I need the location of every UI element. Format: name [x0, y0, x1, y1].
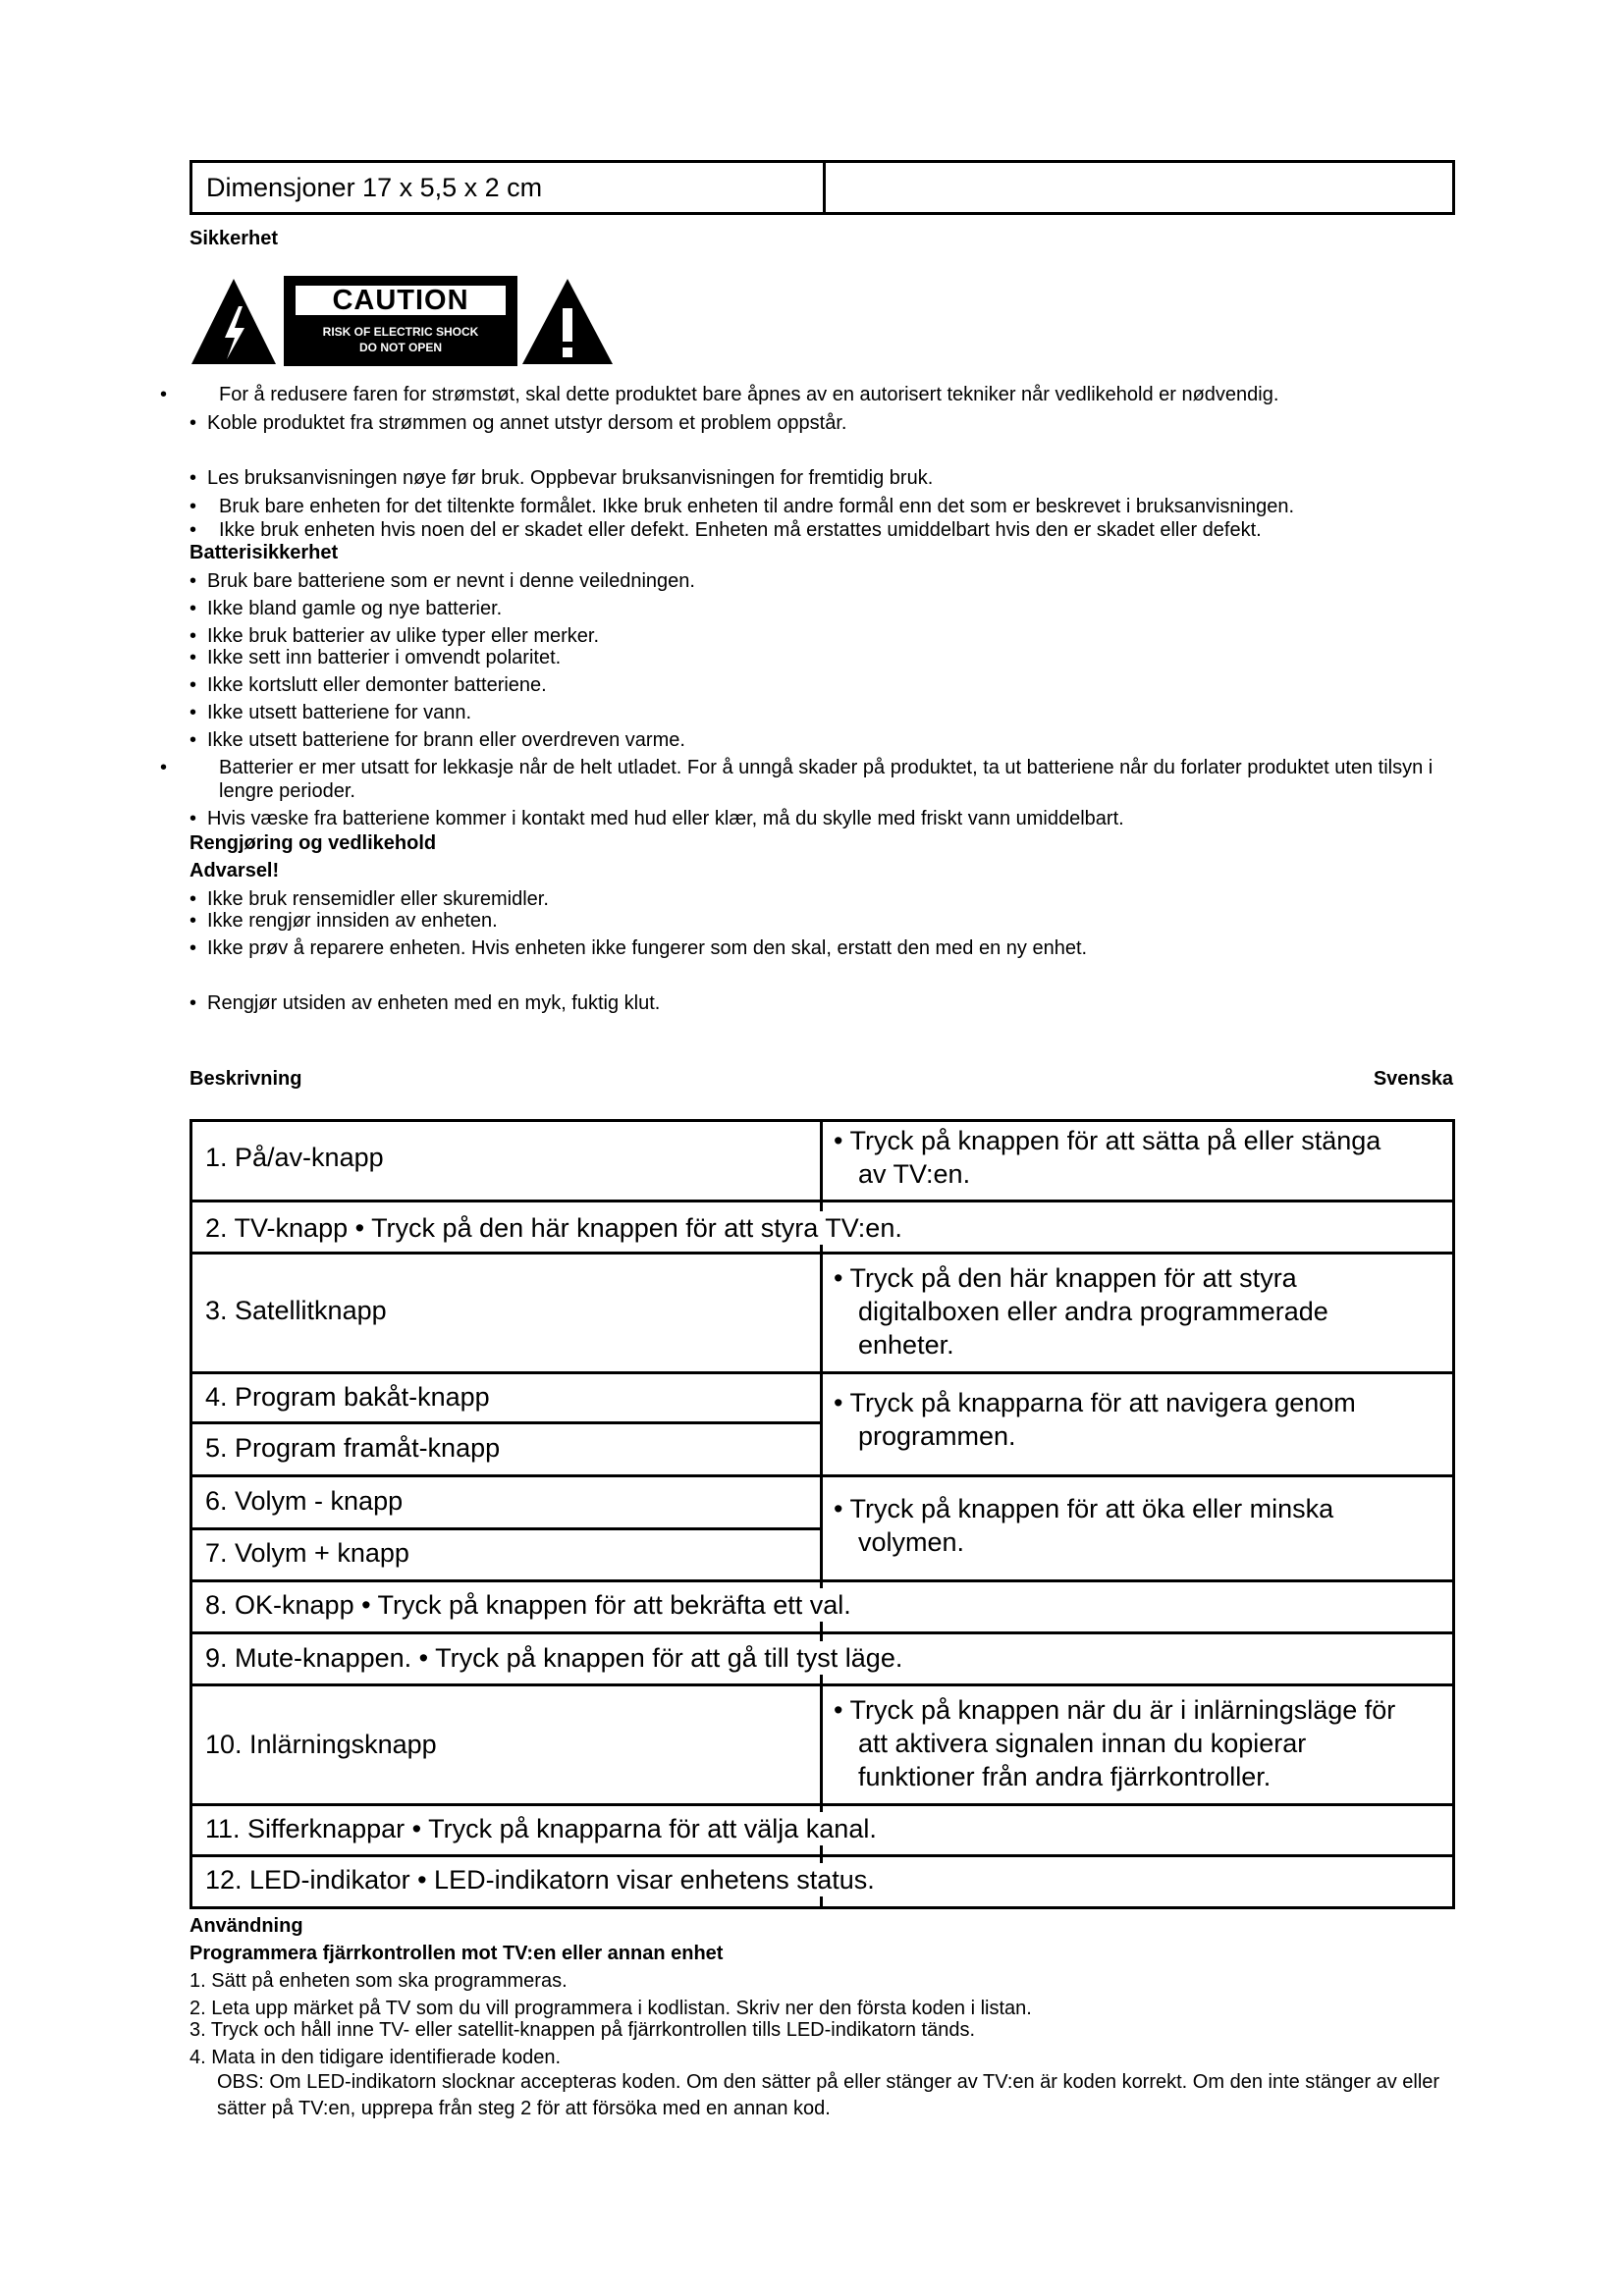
section-heading-beskrivning: Beskrivning [189, 1068, 302, 1090]
warning-exclamation-icon [520, 277, 615, 366]
list-item: • Ikke bland gamle og nye batterier. [189, 598, 503, 619]
list-item: • Ikke rengjør innsiden av enheten. [189, 910, 498, 932]
table-row-12: 12. LED-indikator • LED-indikatorn visar enhetens status. [205, 1865, 875, 1895]
caution-label [284, 276, 517, 366]
list-item: • Ikke sett inn batterier i omvendt polaritet. [189, 647, 562, 668]
list-item: • Ikke utsett batteriene for vann. [189, 702, 472, 723]
table-row-10-label: 10. Inlärningsknapp [205, 1730, 437, 1759]
list-item: • Ikke kortslutt eller demonter batteriene. [189, 674, 547, 696]
list-item: 3. Tryck och håll inne TV- eller satellit-knappen på fjärrkontrollen tills LED-indikatorn tänds. [189, 2019, 976, 2041]
table-row-7-label: 7. Volym + knapp [205, 1538, 409, 1568]
section-heading-rengjoring: Rengjøring og vedlikehold [189, 832, 437, 854]
list-item: • Hvis væske fra batteriene kommer i kontakt med hud eller klær, må du skylle med friskt vann umiddelbart. [189, 808, 1124, 829]
caution-line1: RISK OF ELECTRIC SHOCK [322, 325, 479, 339]
caution-line2: DO NOT OPEN [358, 341, 442, 354]
battery-list [160, 569, 1451, 834]
caution-title: CAUTION [296, 286, 506, 315]
warning-heading: Advarsel! [189, 860, 280, 881]
table-row-4-label: 4. Program bakåt-knapp [205, 1382, 490, 1412]
cleaning-list [189, 887, 1451, 1015]
table-divider [823, 163, 826, 212]
list-item: • Ikke prøv å reparere enheten. Hvis enheten ikke fungerer som den skal, erstatt den med en ny enhet. [189, 937, 1088, 959]
list-item: • Ikke bruk rensemidler eller skuremidler. [189, 888, 549, 910]
table-row-1-desc: • Tryck på knappen för att sätta på eller stänga av TV:en. [834, 1126, 1381, 1189]
safety-list-2 [189, 466, 1466, 542]
list-item: • Batterier er mer utsatt for lekkasje når de helt utladet. For å unngå skader på produktet, ta ut batteriene når du forlater produktet uten tilsyn i lengre perioder. [160, 757, 1434, 802]
list-item: • For å redusere faren for strømstøt, skal dette produktet bare åpnes av en autorisert tekniker når vedlikehold er nødvendig. [160, 384, 1279, 405]
steps-list [189, 1969, 1456, 2122]
list-item: • Koble produktet fra strømmen og annet utstyr dersom et problem oppstår. [189, 412, 847, 434]
table-row-9: 9. Mute-knappen. • Tryck på knappen för att gå till tyst läge. [205, 1643, 903, 1673]
list-item: 4. Mata in den tidigare identifierade koden. [189, 2047, 562, 2068]
table-row-3-desc: • Tryck på den här knappen för att styra digitalboxen eller andra programmerade enheter. [834, 1263, 1328, 1360]
list-item: • Bruk bare batteriene som er nevnt i denne veiledningen. [189, 570, 695, 592]
section-heading-sikkerhet: Sikkerhet [189, 228, 279, 249]
dimensions-table [189, 160, 1455, 215]
table-row-10-desc: • Tryck på knappen när du är i inlärningsläge för att aktivera signalen innan du kopierar funktioner från andra fjärrkontroller. [834, 1695, 1396, 1791]
table-row-3-label: 3. Satellitknapp [205, 1296, 387, 1325]
list-item: • Les bruksanvisningen nøye før bruk. Oppbevar bruksanvisningen for fremtidig bruk. [189, 467, 934, 489]
list-item: • Rengjør utsiden av enheten med en myk, fuktig klut. [189, 992, 661, 1014]
table-row-11: 11. Sifferknappar • Tryck på knapparna för att välja kanal. [205, 1814, 877, 1843]
list-item: • Ikke bruk batterier av ulike typer eller merker. [189, 625, 600, 647]
table-row-5-label: 5. Program framåt-knapp [205, 1433, 501, 1463]
warning-lightning-icon [189, 277, 278, 366]
table-row-8: 8. OK-knapp • Tryck på knappen för att bekräfta ett val. [205, 1590, 851, 1620]
list-item: • Ikke bruk enheten hvis noen del er skadet eller defekt. Enheten må erstattes umiddelbart hvis den er skadet eller defekt. [189, 519, 1262, 541]
dimensions-cell: Dimensjoner 17 x 5,5 x 2 cm [206, 173, 543, 202]
list-item: • Ikke utsett batteriene for brann eller overdreven varme. [189, 729, 685, 751]
section-heading-batteri: Batterisikkerhet [189, 542, 339, 563]
table-row-6-7-desc: • Tryck på knappen för att öka eller minska volymen. [834, 1494, 1334, 1557]
list-item: 2. Leta upp märket på TV som du vill programmera i kodlistan. Skriv ner den första koden i listan. [189, 1998, 1032, 2019]
table-row-4-5-desc: • Tryck på knapparna för att navigera genom programmen. [834, 1388, 1356, 1451]
table-row-2: 2. TV-knapp • Tryck på den här knappen för att styra TV:en. [205, 1213, 902, 1243]
subheading-programmera: Programmera fjärrkontrollen mot TV:en eller annan enhet [189, 1943, 724, 1964]
list-item: • Bruk bare enheten for det tiltenkte formålet. Ikke bruk enheten til andre formål enn det som er beskrevet i bruksanvisningen. [189, 496, 1295, 517]
note-text: OBS: Om LED-indikatorn slocknar accepteras koden. Om den sätter på eller stänger av TV:en är koden korrekt. Om den inte stänger av eller sätter på TV:en, upprepa från steg 2 för att försöka med en annan kod. [217, 2071, 1440, 2119]
section-heading-anvandning: Användning [189, 1915, 303, 1937]
safety-list-1 [160, 383, 1466, 435]
list-item: 1. Sätt på enheten som ska programmeras. [189, 1970, 568, 1992]
table-row-1-label: 1. På/av-knapp [205, 1143, 384, 1172]
language-label: Svenska [1373, 1068, 1453, 1090]
table-row-6-label: 6. Volym - knapp [205, 1486, 404, 1516]
description-table [189, 1119, 1455, 1909]
